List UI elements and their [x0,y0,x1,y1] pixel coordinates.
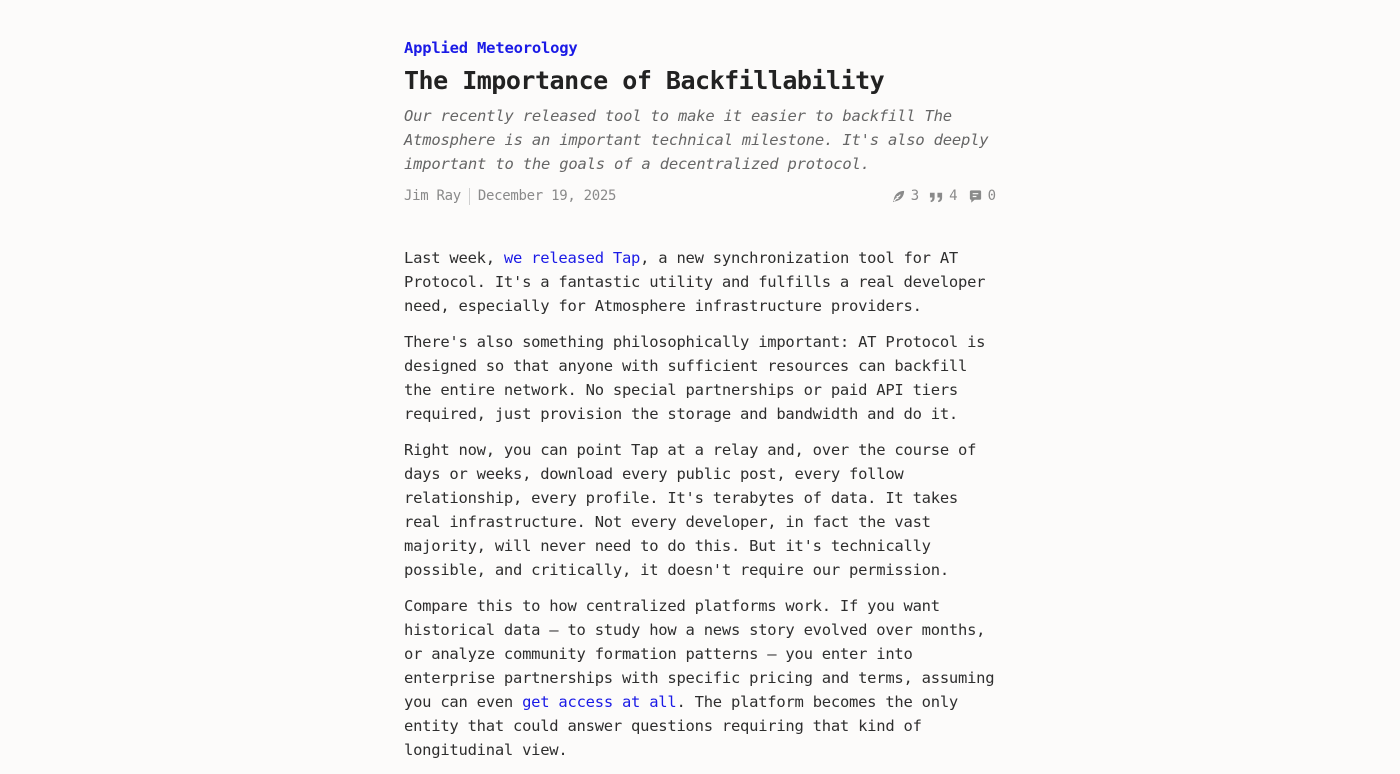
article-body [404,246,996,762]
publish-date: December 19, 2025 [477,188,617,204]
comments-count: 0 [987,188,996,204]
quotes-count: 4 [949,188,958,204]
publication-link[interactable]: Applied Meteorology [404,39,578,57]
paragraph-1-text-a: Last week, [404,249,504,267]
article-subtitle: Our recently released tool to make it easier to backfill The Atmosphere is an important technical milestone. It's also deeply important to the goals of a decentralized protocol. [404,107,989,173]
author-link[interactable]: Jim Ray [404,188,461,204]
byline-divider [469,188,470,205]
paragraph-1 [404,246,996,318]
paragraph-3: Right now, you can point Tap at a relay and, over the course of days or weeks, download every public post, every follow relationship, every profile. It's terabytes of data. It takes real infrastructure. Not every developer, in fact the vast majority, will never need to do this. But it's technically possible, and critically, it doesn't require our permission. [404,441,977,579]
paragraph-4 [404,594,996,762]
quote-icon [929,189,944,204]
quotes-stat[interactable] [929,186,957,206]
paragraph-1-text-b: , a new synchronization tool for AT Protocol. It's a fantastic utility and fulfills a real developer need, especially for Atmosphere infrastructure providers. [404,249,986,315]
article [404,36,996,774]
recommends-stat[interactable] [891,186,919,206]
tap-release-link[interactable]: we released Tap [503,249,641,267]
feather-icon [891,189,906,204]
article-meta [404,186,996,206]
article-title: The Importance of Backfillability [404,66,885,95]
engagement-stats [891,186,996,206]
comments-stat[interactable] [968,186,996,206]
get-access-link[interactable]: get access at all [522,693,677,711]
paragraph-4-text-b: . The platform becomes the only entity that could answer questions requiring that kind of longitudinal view. [404,693,959,759]
byline [404,186,616,206]
recommends-count: 3 [910,188,920,204]
paragraph-4-text-a: Compare this to how centralized platforms work. If you want historical data — to study how a news story evolved over months, or analyze community formation patterns — you enter into enterprise partnerships with specific pricing and terms, assuming you can even [404,597,995,711]
paragraph-2: There's also something philosophically important: AT Protocol is designed so that anyone with sufficient resources can backfill the entire network. No special partnerships or paid API tiers required, just provision the storage and bandwidth and do it. [404,333,986,423]
comment-icon [968,189,983,204]
